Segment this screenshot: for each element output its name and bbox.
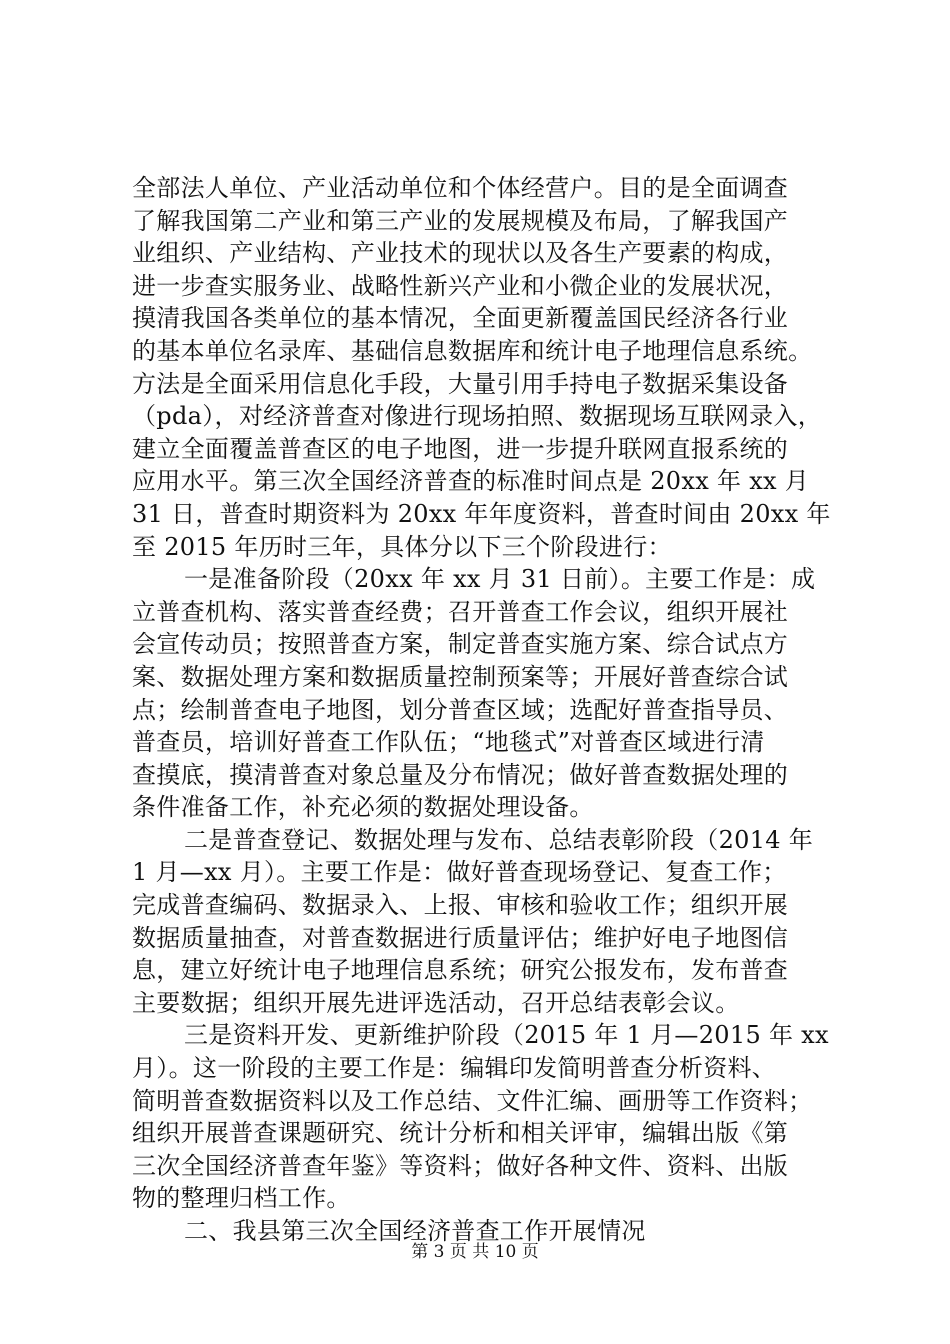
text-line: 组织开展普查课题研究、统计分析和相关评审，编辑出版《第 <box>132 1119 789 1148</box>
text-line: （pda），对经济普查对像进行现场拍照、数据现场互联网录入， <box>132 402 823 431</box>
text-line: 全部法人单位、产业活动单位和个体经营户。目的是全面调查 <box>132 174 789 202</box>
text-line: 息，建立好统计电子地理信息系统；研究公报发布，发布普查 <box>132 956 789 985</box>
text-line: 三是资料开发、更新维护阶段（2015 年 1 月—2015 年 xx <box>184 1021 829 1050</box>
text-line: 应用水平。第三次全国经济普查的标准时间点是 20xx 年 xx 月 <box>132 467 810 496</box>
text-line: 方法是全面采用信息化手段，大量引用手持电子数据采集设备 <box>132 369 789 398</box>
text-line: 摸清我国各类单位的基本情况，全面更新覆盖国民经济各行业 <box>132 304 789 333</box>
text-line: 完成普查编码、数据录入、上报、审核和验收工作；组织开展 <box>132 891 789 920</box>
text-line: 立普查机构、落实普查经费；召开普查工作会议，组织开展社 <box>132 597 789 626</box>
text-line: 三次全国经济普查年鉴》等资料；做好各种文件、资料、出版 <box>132 1151 789 1180</box>
text-line: 月）。这一阶段的主要工作是：编辑印发简明普查分析资料、 <box>132 1054 777 1083</box>
text-line: 业组织、产业结构、产业技术的现状以及各生产要素的构成， <box>132 239 789 268</box>
text-line: 数据质量抽查，对普查数据进行质量评估；维护好电子地图信 <box>132 923 789 952</box>
text-line: 了解我国第二产业和第三产业的发展规模及布局，了解我国产 <box>132 206 789 235</box>
text-line: 会宣传动员；按照普查方案，制定普查实施方案、综合试点方 <box>132 630 789 659</box>
body-text <box>132 172 848 1248</box>
text-line: 进一步查实服务业、战略性新兴产业和小微企业的发展状况， <box>132 271 789 300</box>
text-line: 条件准备工作，补充必须的数据处理设备。 <box>132 793 594 822</box>
text-line: 31 日，普查时期资料为 20xx 年年度资料，普查时间由 20xx 年 <box>132 499 831 528</box>
text-line: 主要数据；组织开展先进评选活动，召开总结表彰会议。 <box>132 988 740 1017</box>
page-footer: 第 3 页 共 10 页 <box>411 1242 539 1262</box>
text-line: 的基本单位名录库、基础信息数据库和统计电子地理信息系统。 <box>132 336 813 365</box>
text-line: 普查员，培训好普查工作队伍；“地毯式”对普查区域进行清 <box>132 728 765 757</box>
text-line: 二、我县第三次全国经济普查工作开展情况 <box>184 1217 646 1245</box>
text-line: 查摸底，摸清普查对象总量及分布情况；做好普查数据处理的 <box>132 760 789 789</box>
text-line: 案、数据处理方案和数据质量控制预案等；开展好普查综合试 <box>132 662 789 691</box>
text-line: 一是准备阶段（20xx 年 xx 月 31 日前）。主要工作是：成 <box>184 565 816 594</box>
text-line: 二是普查登记、数据处理与发布、总结表彰阶段（2014 年 <box>184 825 814 854</box>
text-line: 物的整理归档工作。 <box>132 1184 351 1213</box>
text-line: 点；绘制普查电子地图，划分普查区域；选配好普查指导员、 <box>132 695 789 724</box>
text-line: 建立全面覆盖普查区的电子地图，进一步提升联网直报系统的 <box>132 434 789 463</box>
text-line: 至 2015 年历时三年，具体分以下三个阶段进行： <box>132 532 672 561</box>
text-line: 简明普查数据资料以及工作总结、文件汇编、画册等工作资料； <box>132 1086 813 1115</box>
text-line: 1 月—xx 月）。主要工作是：做好普查现场登记、复查工作； <box>132 858 787 887</box>
